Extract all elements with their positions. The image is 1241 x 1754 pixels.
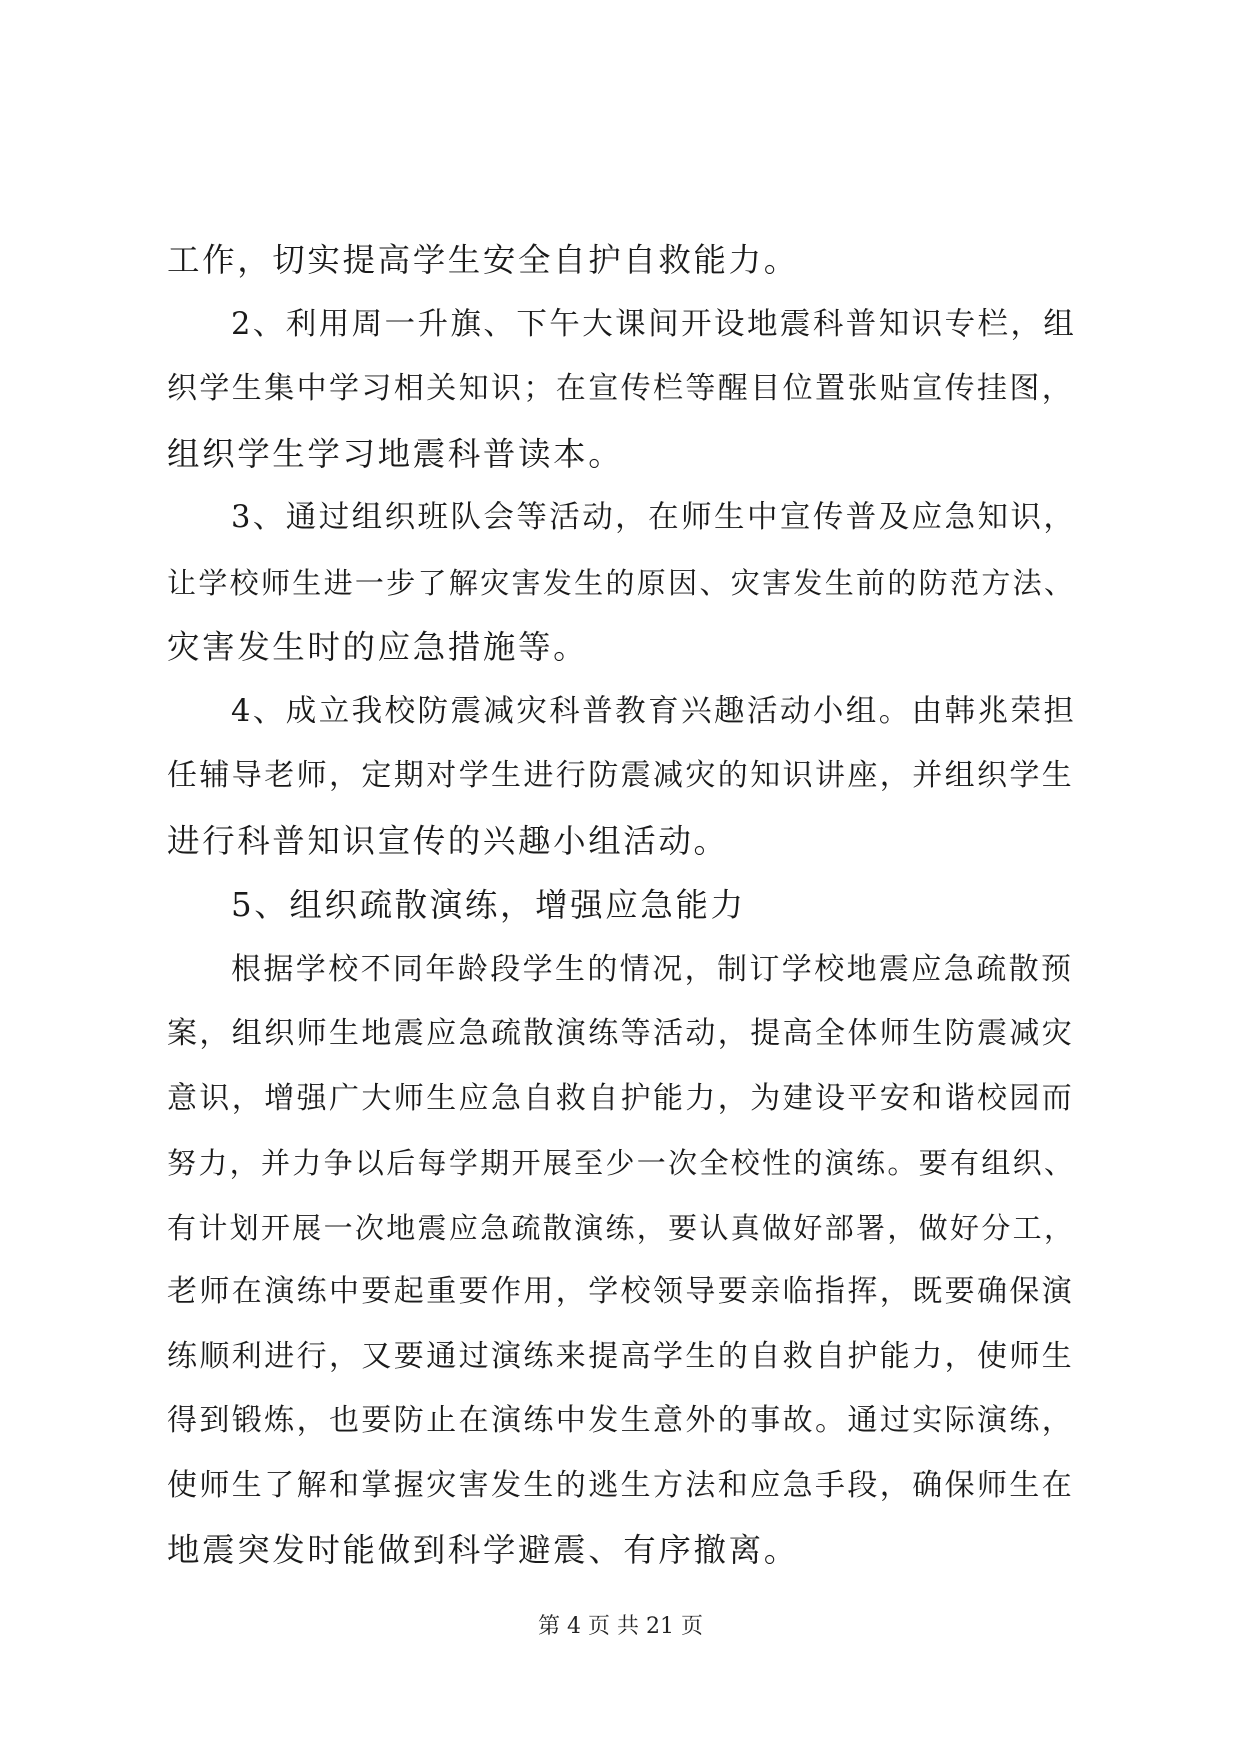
text-line: 根据学校不同年龄段学生的情况，制订学校地震应急疏散预	[231, 951, 1074, 987]
text-line: 组织学生学习地震科普读本。	[167, 434, 624, 473]
text-line: 练顺利进行，又要通过演练来提高学生的自救自护能力，使师生	[167, 1338, 1075, 1374]
text-line: 2、利用周一升旗、下午大课间开设地震科普知识专栏，组	[231, 306, 1077, 342]
text-line: 进行科普知识宣传的兴趣小组活动。	[167, 821, 729, 860]
text-line: 案，组织师生地震应急疏散演练等活动，提高全体师生防震减灾	[167, 1016, 1075, 1051]
text-line: 让学校师生进一步了解灾害发生的原因、灾害发生前的防范方法、	[167, 565, 1076, 600]
text-line: 织学生集中学习相关知识；在宣传栏等醒目位置张贴宣传挂图，	[167, 371, 1075, 406]
text-line: 努力，并力争以后每学期开展至少一次全校性的演练。要有组织、	[167, 1146, 1076, 1180]
text-line: 意识，增强广大师生应急自救自护能力，为建设平安和谐校园而	[167, 1080, 1075, 1116]
text-line: 任辅导老师，定期对学生进行防震减灾的知识讲座，并组织学生	[167, 758, 1075, 793]
text-line: 灾害发生时的应急措施等。	[167, 628, 589, 666]
text-line: 工作，切实提高学生安全自护自救能力。	[167, 241, 799, 279]
text-line: 地震突发时能做到科学避震、有序撤离。	[167, 1531, 799, 1569]
text-line: 得到锻炼，也要防止在演练中发生意外的事故。通过实际演练，	[167, 1403, 1075, 1438]
text-line: 使师生了解和掌握灾害发生的逃生方法和应急手段，确保师生在	[167, 1467, 1075, 1503]
text-line: 老师在演练中要起重要作用，学校领导要亲临指挥，既要确保演	[167, 1274, 1075, 1309]
text-line: 4、成立我校防震减灾科普教育兴趣活动小组。由韩兆荣担	[231, 693, 1077, 729]
page-number-footer: 第 4 页 共 21 页	[538, 1614, 703, 1639]
text-line: 3、通过组织班队会等活动，在师生中宣传普及应急知识，	[231, 500, 1077, 535]
text-line: 有计划开展一次地震应急疏散演练，要认真做好部署，做好分工，	[167, 1210, 1076, 1245]
text-line: 5、组织疏散演练，增强应急能力	[231, 886, 746, 924]
document-body	[167, 228, 1077, 1583]
